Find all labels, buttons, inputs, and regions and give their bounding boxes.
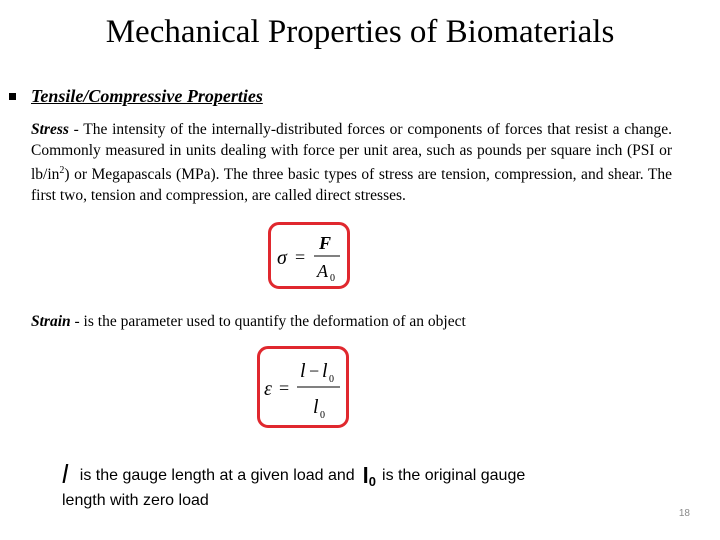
strain-text: - is the parameter used to quantify the deformation of an object [70, 313, 466, 330]
gauge-length-note-line-2: length with zero load [62, 492, 209, 509]
force-symbol: F [319, 233, 332, 253]
length-symbol: l [300, 360, 306, 382]
stress-equation-box [268, 222, 350, 289]
stress-text-part-2: ) or Megapascals (MPa). The three basic types of stress are tension, compression, and shear. The first two, tension and compression, are called direct stresses. [31, 166, 672, 205]
strain-equation-box [257, 346, 349, 428]
initial-length-symbol: l [322, 360, 328, 382]
original-length-symbol [363, 463, 376, 488]
strain-term: Strain [31, 313, 71, 330]
slide-number: 18 [678, 508, 690, 519]
minus-sign: − [309, 361, 320, 381]
bullet-square-icon [9, 93, 16, 100]
strain-equation [260, 349, 346, 425]
slide-title: Mechanical Properties of Biomaterials [105, 14, 615, 50]
area-symbol: A [317, 261, 328, 281]
original-length-base: l [362, 463, 369, 488]
squared-superscript: 2 [59, 165, 65, 177]
area-subscript: 0 [330, 273, 335, 284]
gauge-note-text-1: is the gauge length at a given load and [79, 467, 355, 484]
section-heading: Tensile/Compressive Properties [31, 86, 263, 106]
denominator-length-symbol: l [313, 396, 319, 418]
stress-equation [271, 225, 347, 286]
epsilon-symbol: ε [264, 378, 272, 400]
stress-definition [31, 120, 672, 207]
gauge-note-text-2: is the original gauge [382, 467, 526, 484]
strain-definition [31, 312, 466, 332]
equals-sign: = [279, 378, 290, 398]
stress-term: Stress [31, 121, 69, 138]
gauge-length-symbol: l [62, 459, 68, 489]
original-length-subscript: 0 [368, 474, 377, 489]
equals-sign: = [295, 247, 306, 267]
initial-length-subscript: 0 [329, 374, 334, 385]
denominator-subscript: 0 [320, 410, 325, 421]
stress-text-part-1: - The intensity of the internally-distributed forces or components of forces that resist a change. Commonly measured in units dealing with force per unit area, such as pounds per square inch (PSI or lb/in [31, 121, 672, 184]
sigma-symbol: σ [277, 247, 287, 269]
